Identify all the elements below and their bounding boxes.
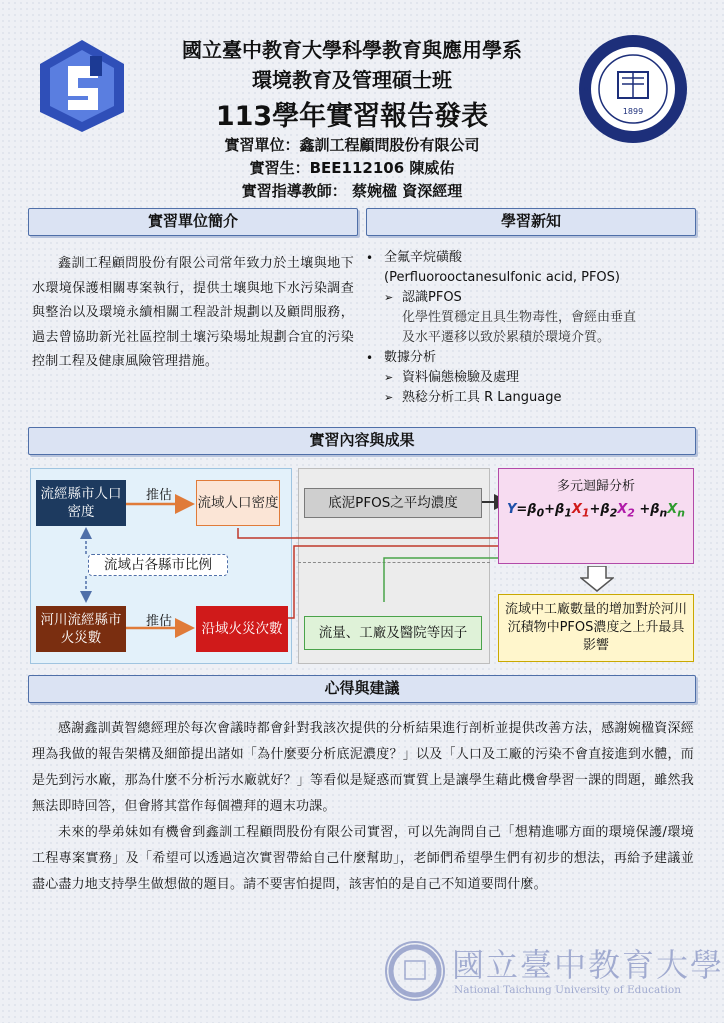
box-county-fires: 河川流經縣市火災數 [36,606,126,652]
box-basin-fires: 沿域火災次數 [196,606,288,652]
arrow-bullet-icon: ➢ [384,391,394,404]
section-header-content: 實習內容與成果 [28,427,696,455]
list-item [366,348,696,368]
internship-unit: 實習單位：鑫訓工程顧問股份有限公司 [224,136,480,154]
university-name: 國立臺中教育大學 [452,946,724,984]
university-seal-small [384,940,446,1002]
seal-year: 1899 [622,107,644,116]
department-name: 國立臺中教育大學科學教育與應用學系 [182,38,522,62]
estimate-label-1: 推估 [146,488,173,503]
learning-item-pfos-en: (Perfluorooctanesulfonic acid, PFOS) [384,270,620,285]
arrow-bullet-icon: ➢ [384,371,394,384]
advisor-name: 實習指導教師： 蔡婉楹 資深經理 [241,182,463,200]
box-basin-ratio: 流域占各縣市比例 [88,554,228,576]
reflection-paragraph-2: 未來的學弟妹如有機會到鑫訓工程顧問股份有限公司實習，可以先詢問自己「想精進哪方面的環境保護/環境工程專案實務」及「希望可以透過這次實習帶給自己什麼幫助」，老師們希望學生們有初步的想法，再給予建議並盡心盡力地支持學生做想做的題目。請不要害怕提問，該害怕的是自己不知道要問什麼。 [32,825,694,892]
regression-formula: $Y=\beta_0+\beta_1X_1+\beta_2X_2 +\beta_nX_n$ [506,502,686,520]
learning-sub-know-pfos: 認識PFOS [402,290,462,305]
department-logo [38,38,126,134]
analysis-diagram [28,466,696,666]
list-item [366,388,696,408]
university-name-en: National Taichung University of Education [454,984,681,996]
list-item [366,328,696,348]
learning-item-pfos: 全氟辛烷磺酸 [384,250,463,265]
learning-sub-desc-2: 及水平遷移以致於累積於環境介質。 [402,330,611,345]
list-item [366,288,696,308]
section-header-learning: 學習新知 [366,208,696,236]
list-item [366,368,696,388]
arrow-bullet-icon: ➢ [384,291,394,304]
intern-name: 實習生：BEE112106 陳威佑 [249,159,455,177]
regression-panel [498,468,694,564]
estimate-label-2: 推估 [146,614,173,629]
university-seal [578,34,688,144]
bullet: • [366,351,374,365]
box-factors: 流量、工廠及醫院等因子 [304,616,482,650]
intro-paragraph: 鑫訓工程顧問股份有限公司常年致力於土壤與地下水環境保護相關專案執行，提供土壤與地下水污染調查與整治以及環境永續相關工程設計規劃以及顧問服務，過去曾協助新光社區控制土壤污染場址規劃合宜的污染控制工程及健康風險管理措施。 [32,256,354,369]
box-sediment-pfos: 底泥PFOS之平均濃度 [304,488,482,518]
program-name: 環境教育及管理碩士班 [252,68,452,92]
learning-sub-skew: 資料偏態檢驗及處理 [402,370,520,385]
learning-item-data: 數據分析 [384,350,437,365]
learning-list [366,248,696,408]
regression-title: 多元迴歸分析 [556,479,635,494]
down-arrow-icon [580,566,614,592]
list-item [366,268,696,288]
reflection-text [32,716,694,898]
bullet: • [366,251,374,265]
learning-sub-r: 熟稔分析工具 R Language [402,390,562,405]
university-logo-watermark [384,938,724,1004]
report-title: 113學年實習報告發表 [215,101,489,132]
box-county-population: 流經縣市人口密度 [36,480,126,526]
learning-sub-desc-1: 化學性質穩定且具生物毒性，會經由垂直 [402,310,637,325]
section-header-reflection: 心得與建議 [28,675,696,703]
reflection-paragraph-1: 感謝鑫訓黃智總經理於每次會議時都會針對我該次提供的分析結果進行剖析並提供改善方法，感謝婉楹資深經理為我做的報告架構及細節提出諸如「為什麼要分析底泥濃度？」以及「人口及工廠的污染不會直接進到水體，而是先到污水廠，那為什麼不分析污水廠就好？」等看似是疑惑而實質上是讓學生藉此機會學習一課的問題，雖然我無法即時回答，但會將其當作每個禮拜的週末功課。 [32,721,694,814]
list-item [366,248,696,268]
section-header-intro: 實習單位簡介 [28,208,358,236]
box-basin-population: 流域人口密度 [196,480,280,526]
list-item [366,308,696,328]
conclusion-box: 流域中工廠數量的增加對於河川沉積物中PFOS濃度之上升最具影響 [498,594,694,662]
